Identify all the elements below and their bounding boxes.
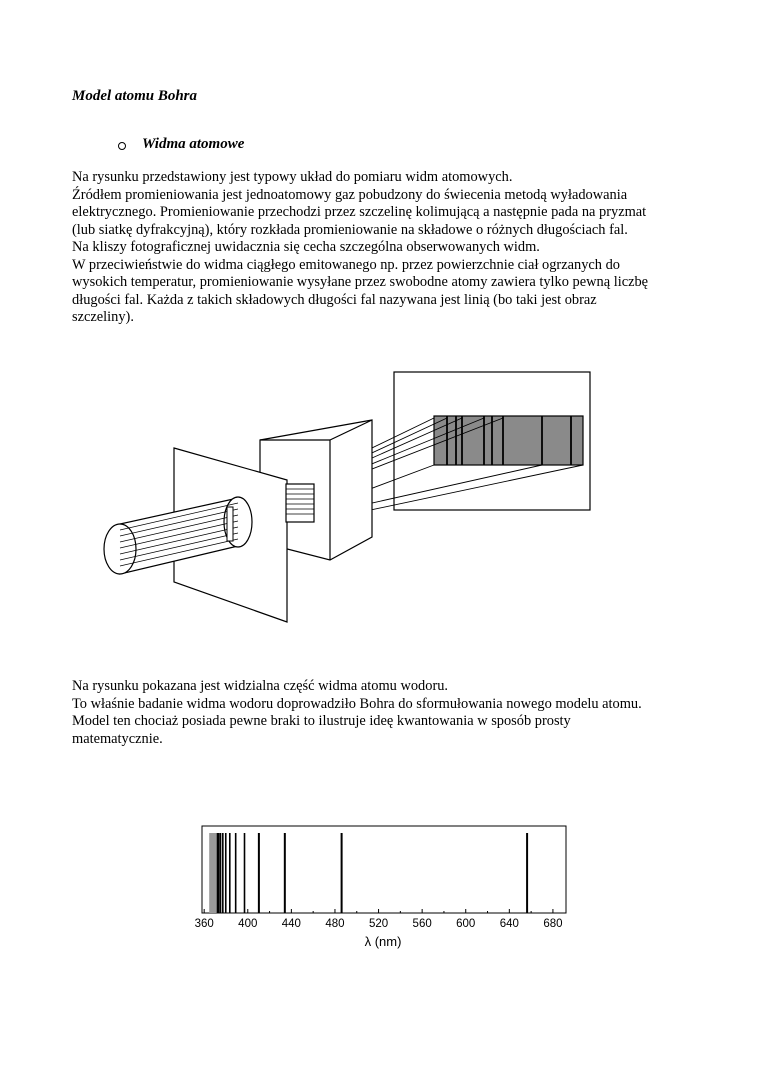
text-line: Na rysunku pokazana jest widzialna część widma atomu wodoru. bbox=[72, 678, 449, 694]
text-line: Na kliszy fotograficznej uwidacznia się cecha szczególna obserwowanych widm. bbox=[72, 239, 540, 255]
chart-frame bbox=[202, 826, 566, 913]
x-axis-label: λ (nm) bbox=[364, 934, 402, 949]
text-line: Na rysunku przedstawiony jest typowy układ do pomiaru widm atomowych. bbox=[72, 169, 513, 185]
x-tick-label: 600 bbox=[456, 918, 476, 930]
spectrometer-diagram bbox=[90, 360, 610, 610]
x-tick-label: 640 bbox=[499, 918, 519, 930]
intro-paragraph bbox=[72, 169, 702, 327]
section-heading-text: Widma atomowe bbox=[142, 136, 245, 152]
text-line: Źródłem promieniowania jest jednoatomowy gaz pobudzony do świecenia metodą wyładowania bbox=[72, 186, 628, 203]
hydrogen-paragraph bbox=[72, 678, 702, 748]
text-line: W przeciwieństwie do widma ciągłego emitowanego np. przez powierzchnie ciał ogrzanych do bbox=[72, 256, 620, 273]
x-tick-label: 560 bbox=[412, 918, 432, 930]
text-line: matematycznie. bbox=[72, 730, 163, 747]
x-tick-label: 360 bbox=[194, 918, 214, 930]
text-line: wysokich temperatur, promieniowanie wysyłane przez swobodne atomy zawiera tylko pewną liczbę bbox=[72, 274, 649, 290]
text-line: szczeliny). bbox=[72, 309, 134, 325]
x-tick-label: 480 bbox=[325, 918, 345, 930]
x-tick-label: 400 bbox=[238, 918, 258, 930]
text-line: długości fal. Każda z takich składowych długości fal nazywana jest linią (bo taki jest obraz bbox=[72, 291, 597, 308]
section-heading bbox=[118, 136, 244, 153]
x-axis-tick-labels bbox=[195, 918, 563, 930]
text-line: To właśnie badanie widma wodoru doprowadziło Bohra do sformułowania nowego modelu atomu. bbox=[72, 695, 642, 712]
x-tick-label: 440 bbox=[281, 918, 301, 930]
x-tick-label: 520 bbox=[368, 918, 389, 930]
text-line: elektrycznego. Promieniowanie przechodzi przez szczelinę kolimującą a następnie pada na pryzmat bbox=[72, 204, 647, 220]
bullet-icon bbox=[118, 142, 126, 150]
page-title: Model atomu Bohra bbox=[72, 88, 198, 104]
x-tick-label: 680 bbox=[543, 918, 563, 930]
text-line: Model ten chociaż posiada pewne braki to ilustruje ideę kwantowania w sposób prosty bbox=[72, 713, 571, 729]
series-limit-band bbox=[209, 833, 217, 913]
hydrogen-spectrum-chart bbox=[180, 815, 580, 965]
text-line: (lub siatkę dyfrakcyjną), który rozkłada promieniowanie na składowe o różnych długościach fal. bbox=[72, 221, 628, 238]
